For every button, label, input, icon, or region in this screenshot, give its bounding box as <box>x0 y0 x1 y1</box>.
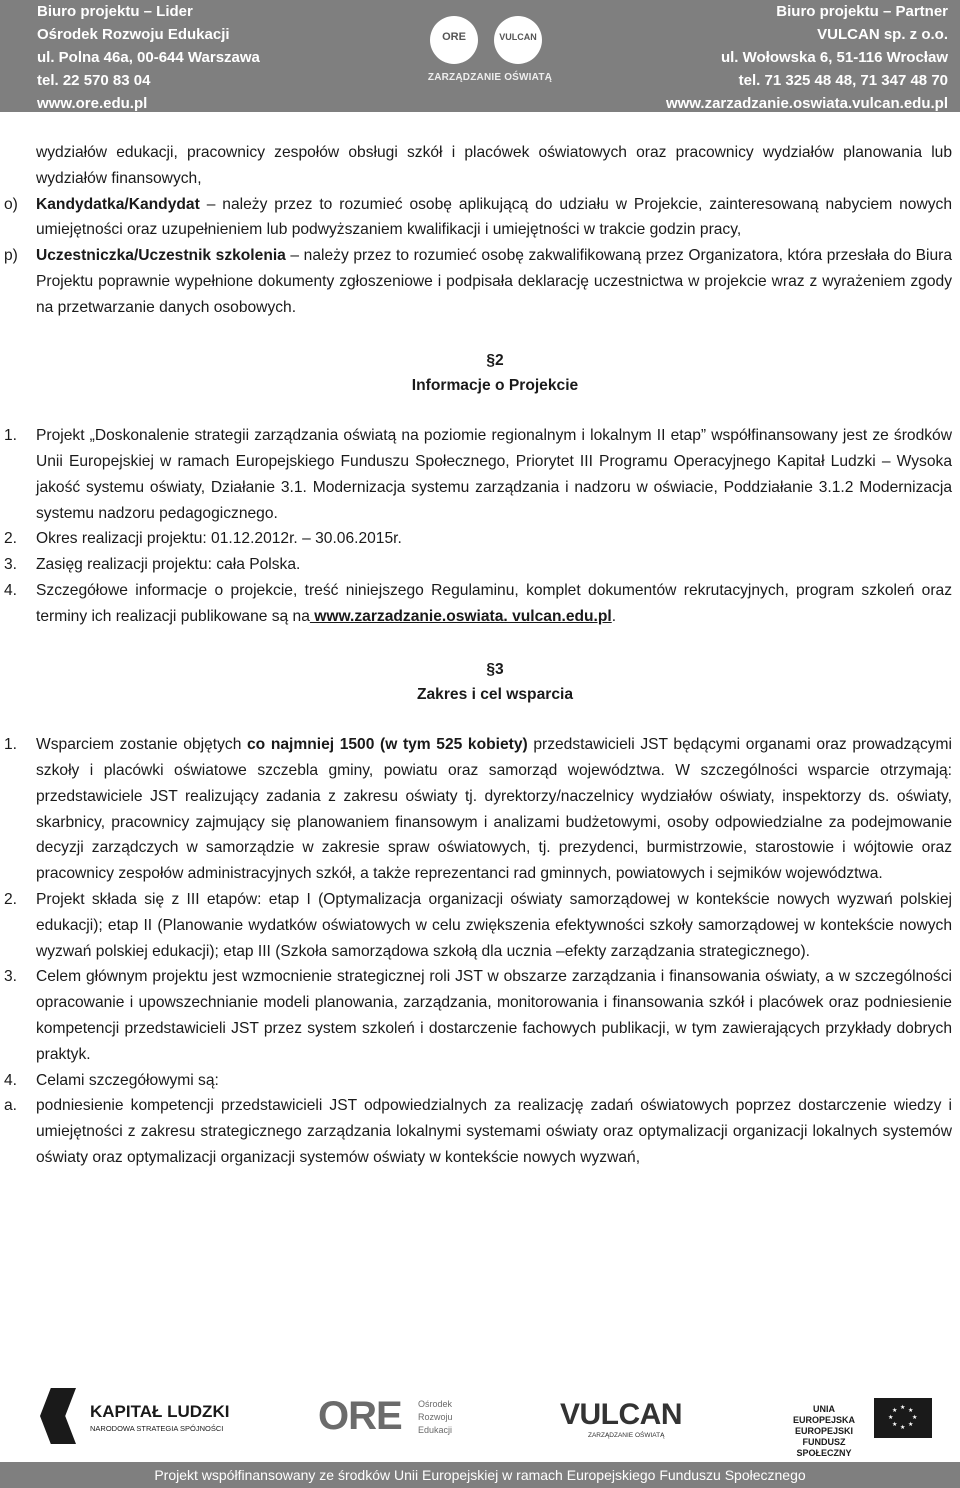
item-text: Celami szczegółowymi są: <box>36 1071 219 1089</box>
item-marker: 4. <box>4 581 18 599</box>
ore-footer-subtitle <box>418 1398 453 1437</box>
star-icon: ★ <box>908 1408 914 1414</box>
eu-line: EUROPEJSKI <box>794 1426 854 1436</box>
item-text: Celem głównym projektu jest wzmocnienie strategicznej roli JST w obszarze zarządzania i finansowania oświaty, a w szczególności opracowanie i upowszechnianie modeli planowania, zarządzania, monitorowania i finansowania szkół i placówek oraz podniesienie kompetencji przedstawicieli JST przez system szkoleń i dostarczenie fachowych publikacji, w tym zawierających przykłady dobrych praktyk. <box>36 968 952 1063</box>
item-bold-text: co najmniej 1500 (w tym 525 kobiety) <box>247 736 528 754</box>
kapital-ludzki-icon <box>40 1388 76 1444</box>
section-2-item-1 <box>0 423 960 526</box>
item-text: Projekt „Doskonalenie strategii zarządzania oświatą na poziomie regionalnym i lokalnym II etap” współfinansowany jest ze środków Unii Europejskiej w ramach Europejskiego Funduszu Społecznego, Priorytet III Programu Operacyjnego Kapitał Ludzki – Wysoka jakość systemu oświaty, Działanie 3.1. Modernizacja systemu zarządzania i nadzoru w oświacie, Poddziałanie 3.1.2 Modernizacja systemu nadzoru pedagogicznego. <box>36 427 952 522</box>
header-right-line: ul. Wołowska 6, 51-116 Wrocław <box>720 49 948 66</box>
section-3-item-1 <box>0 732 960 887</box>
item-text: Projekt składa się z III etapów: etap I (Optymalizacja organizacji oświaty samorządowej w kontekście nowych wyzwań polskiej edukacji); etap II (Planowanie wydatków oświatowych w celu zwiększenia efektywności szkoły samorządowej w kontekście nowych wyzwań polskiej edukacji); etap III (Szkoła samorządowa szkołą dla ucznia –efekty zarządzania strategicznego). <box>36 890 952 960</box>
header-lider-contact <box>37 0 260 115</box>
section-3-title: Zakres i cel wsparcia <box>416 686 574 704</box>
logo-subtitle: ZARZĄDZANIE OŚWIATĄ <box>427 72 553 83</box>
ore-sub-line: Ośrodek <box>418 1399 453 1409</box>
star-icon: ★ <box>892 1408 898 1414</box>
section-2-number: §2 <box>486 351 504 369</box>
ore-logo-text: ORE <box>442 31 466 43</box>
item-text-end: . <box>611 607 617 625</box>
star-icon: ★ <box>892 1422 898 1428</box>
header-left-line: Ośrodek Rozwoju Edukacji <box>37 26 230 43</box>
item-text: Wsparciem zostanie objętych <box>36 736 247 754</box>
defined-term: Kandydatka/Kandydat <box>36 195 200 213</box>
ore-sub-line: Edukacji <box>418 1425 453 1435</box>
section-3-item-2 <box>0 887 960 964</box>
section-3-item-4 <box>0 1068 960 1094</box>
header-logos <box>420 4 560 104</box>
kapital-ludzki-title: KAPITAŁ LUDZKI <box>90 1402 230 1421</box>
kapital-ludzki-logo <box>40 1388 240 1444</box>
section-2-item-2 <box>0 526 960 552</box>
section-3-number: §3 <box>486 660 504 678</box>
project-website-link[interactable]: www.zarzadzanie.oswiata. vulcan.edu.pl <box>309 607 612 625</box>
section-3-item-3 <box>0 964 960 1067</box>
defined-term: Uczestniczka/Uczestnik szkolenia <box>36 247 286 265</box>
header-left-line: Biuro projektu – Lider <box>37 3 193 20</box>
definition-text: – należy przez to rozumieć osobę aplikującą do udziału w Projekcie, zainteresowaną nabyciem nowych umiejętności oraz uzupełnieniem lub podwyższaniem kwalifikacji i umiejętności w trakcie godzin pracy, <box>36 195 952 239</box>
star-icon: ★ <box>912 1415 918 1421</box>
header-right-line: VULCAN sp. z o.o. <box>817 26 948 43</box>
item-text: podniesienie kompetencji przedstawicieli JST odpowiedzialnych za realizację zadań oświatowych poprzez dostarczenie wiedzy i umiejętności z zakresu strategicznego zarządzania lokalnymi systemami oświaty oraz optymalizacji organizacji lokalnych systemów oświaty oraz optymalizacji organizacji systemów oświaty w kontekście nowych wyzwań, <box>36 1097 952 1166</box>
star-icon: ★ <box>900 1405 906 1411</box>
definition-item-p <box>0 243 960 320</box>
star-icon: ★ <box>888 1415 894 1421</box>
star-icon: ★ <box>900 1425 906 1431</box>
item-text: Zasięg realizacji projektu: cała Polska. <box>36 556 301 574</box>
item-marker: 1. <box>4 427 18 445</box>
header-right-link[interactable]: www.zarzadzanie.oswiata.vulcan.edu.pl <box>665 95 948 112</box>
item-marker: 2. <box>4 890 18 908</box>
ore-footer-title: ORE <box>318 1394 402 1438</box>
item-marker: 3. <box>4 556 18 574</box>
eu-line: FUNDUSZ SPOŁECZNY <box>796 1437 852 1458</box>
vulcan-logo-text: VULCAN <box>499 32 537 42</box>
vulcan-footer-title: VULCAN <box>560 1398 682 1431</box>
kapital-ludzki-subtitle: NARODOWA STRATEGIA SPÓJNOŚCI <box>90 1424 224 1433</box>
section-2-title: Informacje o Projekcie <box>411 377 579 395</box>
footer-logos <box>0 1380 960 1458</box>
item-marker: 1. <box>4 736 18 754</box>
section-2-item-4 <box>0 578 960 630</box>
star-icon: ★ <box>908 1422 914 1428</box>
item-text: przedstawicieli JST będącymi organami oraz prowadzącymi szkoły i placówki oświatowe szczebla gminy, powiatu oraz samorząd województwa. W szczególności wsparcie otrzymają: przedstawiciele JST realizujący zadania z zakresu oświaty tj. dyrektorzy/naczelnicy wydziałów oświaty, inspektorzy ds. oświaty, skarbnicy, pracownicy zajmujący się planowaniem finansowym i analizami budżetowymi, osoby odpowiedzialne za podejmowanie decyzji zarządczych w samorządzie w zakresie spraw oświatowych, tj. prezydenci, burmistrzowie, starostowie i wójtowie oraz pracownicy zespołów administracyjnych szkół, a także reprezentanci rad gminnych, powiatowych i sejmików województwa. <box>36 736 953 883</box>
item-text: Okres realizacji projektu: 01.12.2012r. – 30.06.2015r. <box>36 530 402 548</box>
header-partner-contact <box>666 0 948 115</box>
page-header <box>0 0 960 112</box>
item-text: Szczegółowe informacje o projekcie, treść niniejszego Regulaminu, komplet dokumentów rekrutacyjnych, program szkoleń oraz terminy ich realizacji publikowane są na <box>36 581 952 625</box>
item-marker: 4. <box>4 1071 18 1089</box>
item-marker: 3. <box>4 968 18 986</box>
section-2-item-3 <box>0 552 960 578</box>
footer-funding-bar <box>0 1462 960 1488</box>
header-right-line: tel. 71 325 48 48, 71 347 48 70 <box>738 72 948 89</box>
continued-paragraph <box>0 140 960 192</box>
section-3-item-a <box>0 1093 960 1170</box>
vulcan-footer-subtitle: ZARZĄDZANIE OŚWIATĄ <box>588 1432 665 1439</box>
item-marker: o) <box>4 195 18 213</box>
header-left-line: ul. Polna 46a, 00-644 Warszawa <box>37 49 260 66</box>
vulcan-footer-logo <box>560 1398 690 1444</box>
document-body <box>0 140 960 1171</box>
header-right-line: Biuro projektu – Partner <box>776 3 948 20</box>
footer-funding-text: Projekt współfinansowany ze środków Unii Europejskiej w ramach Europejskiego Funduszu Społecznego <box>154 1467 806 1483</box>
item-marker: p) <box>4 247 18 265</box>
header-left-link[interactable]: www.ore.edu.pl <box>37 95 148 112</box>
definition-item-o <box>0 192 960 244</box>
eu-logo <box>784 1394 934 1458</box>
ore-sub-line: Rozwoju <box>418 1412 453 1422</box>
item-marker: 2. <box>4 530 18 548</box>
ore-footer-logo <box>318 1394 468 1444</box>
item-marker: a. <box>4 1097 18 1115</box>
paragraph-text: wydziałów edukacji, pracownicy zespołów obsługi szkół i placówek oświatowych oraz pracownicy wydziałów planowania lub wydziałów finansowych, <box>36 144 952 187</box>
eu-line: UNIA EUROPEJSKA <box>792 1404 855 1425</box>
eu-flag-icon <box>874 1398 932 1438</box>
eu-logo-text <box>784 1404 864 1459</box>
definition-text: – należy przez to rozumieć osobę zakwalifikowaną przez Organizatora, która przesłała do Biura Projektu poprawnie wypełnione dokumenty zgłoszeniowe i podpisała deklarację uczestnictwa w projekcie wraz z wyrażeniem zgody na przetwarzanie danych osobowych. <box>36 247 953 316</box>
header-left-line: tel. 22 570 83 04 <box>37 72 151 89</box>
